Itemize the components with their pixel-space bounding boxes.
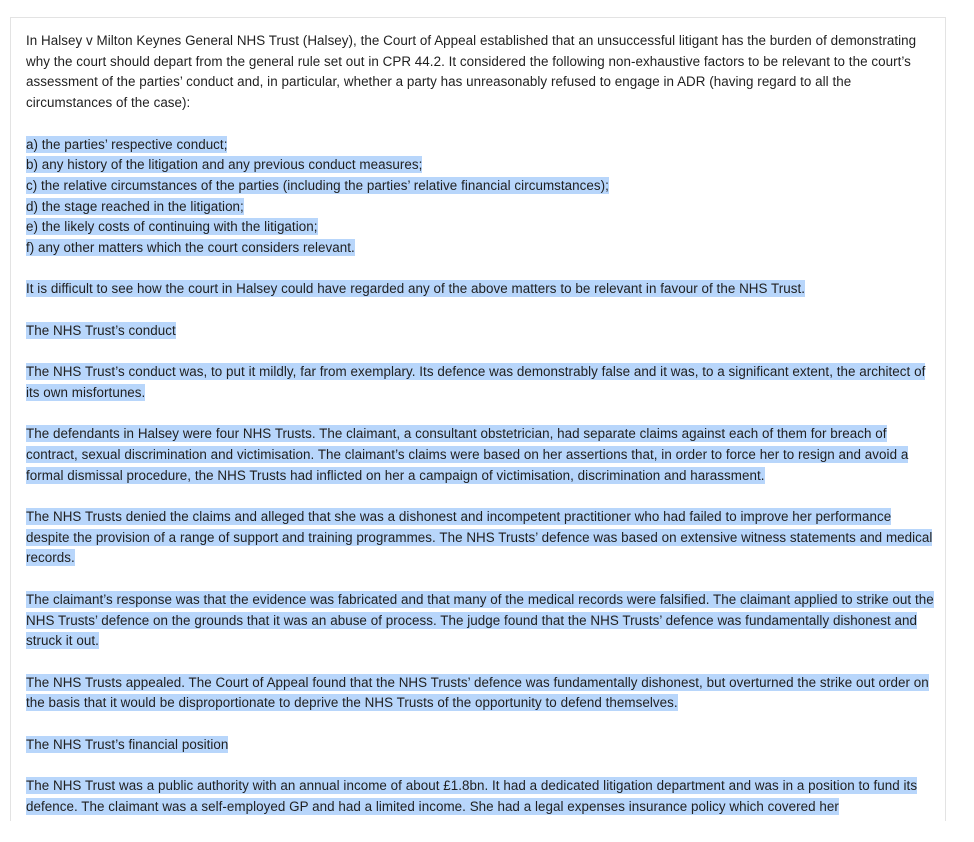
factor-text-e: e) the likely costs of continuing with the litigation; (26, 219, 318, 235)
factor-item (26, 155, 938, 176)
document-frame (10, 17, 946, 821)
factor-text-d: d) the stage reached in the litigation; (26, 198, 244, 214)
factor-item (26, 197, 938, 218)
document-body[interactable] (26, 31, 938, 821)
factor-text-c: c) the relative circumstances of the parties (including the parties’ relative financial circumstances); (26, 177, 609, 193)
heading-financial-text: The NHS Trust’s financial position (26, 736, 229, 752)
difficulty-text: It is difficult to see how the court in Halsey could have regarded any of the above matters to be relevant in favour of the NHS Trust. (26, 281, 806, 297)
factor-text-b: b) any history of the litigation and any previous conduct measures; (26, 157, 423, 173)
factor-item (26, 217, 938, 238)
difficulty-paragraph (26, 279, 938, 300)
conduct-paragraph-3 (26, 507, 938, 569)
conduct-paragraph-1 (26, 362, 938, 403)
factors-list (26, 135, 938, 259)
factor-item (26, 176, 938, 197)
conduct-text-1: The NHS Trust’s conduct was, to put it mildly, far from exemplary. Its defence was demonstrably false and it was, to a significant extent, the architect of its own misfortunes. (26, 364, 926, 400)
factor-text-f: f) any other matters which the court considers relevant. (26, 240, 355, 256)
conduct-text-5: The NHS Trusts appealed. The Court of Appeal found that the NHS Trusts’ defence was fundamentally dishonest, but overturned the strike out order on the basis that it would be disproportionate to deprive the NHS Trusts of the opportunity to defend themselves. (26, 674, 929, 711)
factor-text-a: a) the parties’ respective conduct; (26, 136, 228, 152)
financial-text-1: The NHS Trust was a public authority with an annual income of about £1.8bn. It had a dedicated litigation department and was in a position to fund its defence. The claimant was a self-employed GP and had a limited income. She had a legal expenses insurance policy which covered her (26, 778, 918, 814)
conduct-paragraph-4 (26, 590, 938, 652)
heading-conduct-text: The NHS Trust’s conduct (26, 322, 176, 338)
intro-paragraph: In Halsey v Milton Keynes General NHS Trust (Halsey), the Court of Appeal established that an unsuccessful litigant has the burden of demonstrating why the court should depart from the general rule set out in CPR 44.2. It considered the following non-exhaustive factors to be relevant to the court’s assessment of the parties’ conduct and, in particular, whether a party has unreasonably refused to engage in ADR (having regard to all the circumstances of the case): (26, 33, 917, 111)
conduct-paragraph-5 (26, 673, 938, 714)
conduct-paragraph-2 (26, 424, 938, 486)
financial-paragraph-1 (26, 776, 938, 817)
section-heading-financial (26, 735, 938, 756)
factor-item (26, 135, 938, 156)
conduct-text-4: The claimant’s response was that the evidence was fabricated and that many of the medical records were falsified. The claimant applied to strike out the NHS Trusts’ defence on the grounds that it was an abuse of process. The judge found that the NHS Trusts’ defence was fundamentally dishonest and struck it out. (26, 591, 934, 649)
conduct-text-3: The NHS Trusts denied the claims and alleged that she was a dishonest and incompetent practitioner who had failed to improve her performance despite the provision of a range of support and training programmes. The NHS Trusts’ defence was based on extensive witness statements and medical records. (26, 509, 933, 566)
section-heading-conduct (26, 321, 938, 342)
conduct-text-2: The defendants in Halsey were four NHS Trusts. The claimant, a consultant obstetrician, had separate claims against each of them for breach of contract, sexual discrimination and victimisation. The claimant’s claims were based on her assertions that, in order to force her to resign and avoid a formal dismissal procedure, the NHS Trusts had inflicted on her a campaign of victimisation, discrimination and harassment. (26, 426, 909, 483)
factor-item (26, 238, 938, 259)
